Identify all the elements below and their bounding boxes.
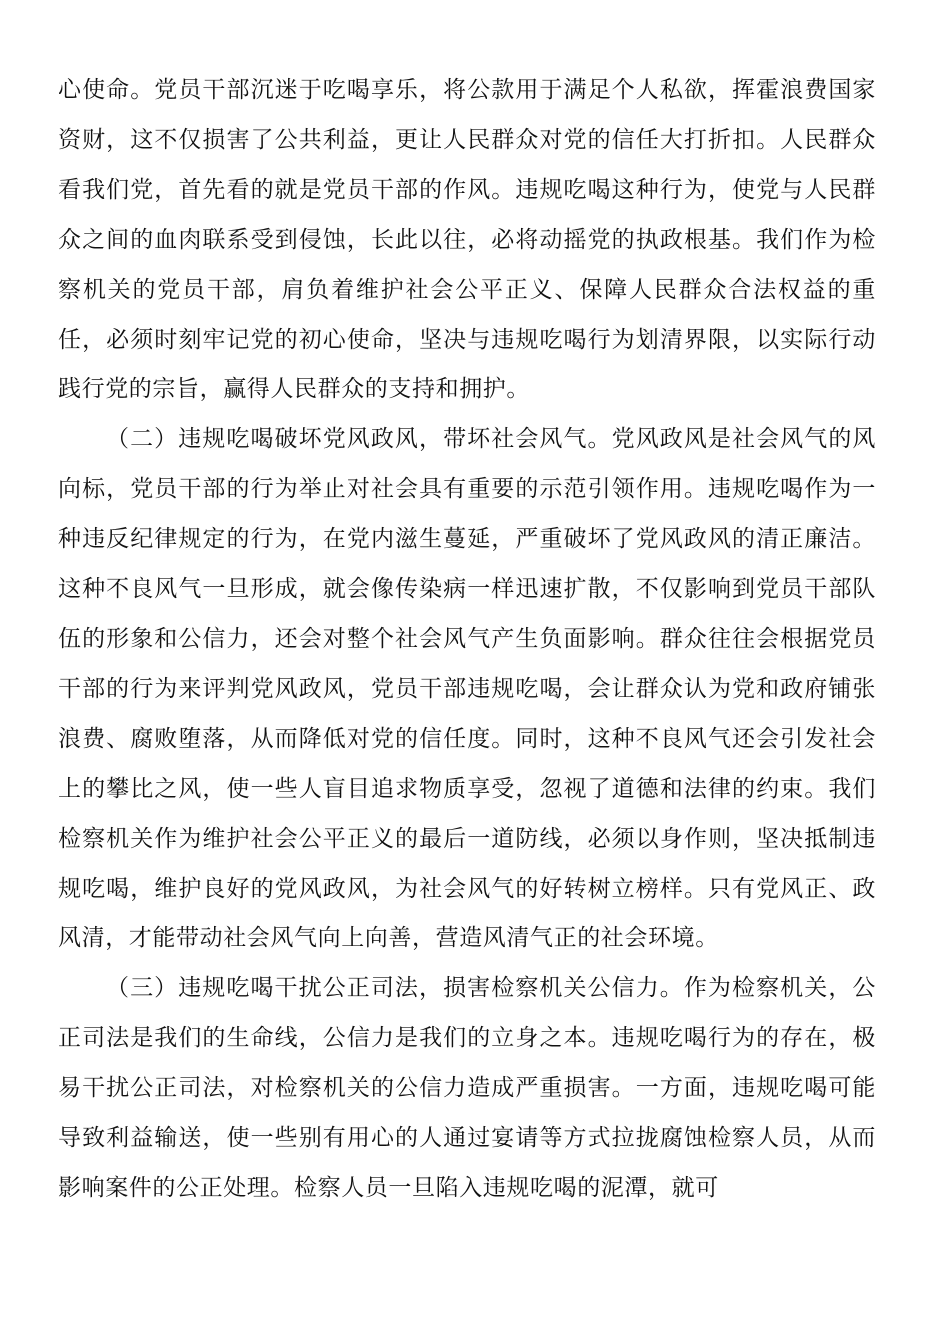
paragraph-continuation: 心使命。党员干部沉迷于吃喝享乐，将公款用于满足个人私欲，挥霍浪费国家资财，这不仅损害了公共利益，更让人民群众对党的信任大打折扣。人民群众看我们党，首先看的就是党员干部的作风。违规吃喝这种行为，使党与人民群众之间的血肉联系受到侵蚀，长此以往，必将动摇党的执政根基。我们作为检察机关的党员干部，肩负着维护社会公平正义、保障人民群众合法权益的重任，必须时刻牢记党的初心使命，坚决与违规吃喝行为划清界限，以实际行动践行党的宗旨，赢得人民群众的支持和拥护。: [58, 77, 876, 403]
document-body: [58, 66, 876, 1214]
paragraph-section-two: （二）违规吃喝破坏党风政风，带坏社会风气。党风政风是社会风气的风向标，党员干部的行为举止对社会具有重要的示范引领作用。违规吃喝作为一种违反纪律规定的行为，在党内滋生蔓延，严重破坏了党风政风的清正廉洁。这种不良风气一旦形成，就会像传染病一样迅速扩散，不仅影响到党员干部队伍的形象和公信力，还会对整个社会风气产生负面影响。群众往往会根据党员干部的行为来评判党风政风，党员干部违规吃喝，会让群众认为党和政府铺张浪费、腐败堕落，从而降低对党的信任度。同时，这种不良风气还会引发社会上的攀比之风，使一些人盲目追求物质享受，忽视了道德和法律的约束。我们检察机关作为维护社会公平正义的最后一道防线，必须以身作则，坚决抵制违规吃喝，维护良好的党风政风，为社会风气的好转树立榜样。只有党风正、政风清，才能带动社会风气向上向善，营造风清气正的社会环境。: [58, 426, 876, 952]
paragraph-section-three: （三）违规吃喝干扰公正司法，损害检察机关公信力。作为检察机关，公正司法是我们的生命线，公信力是我们的立身之本。违规吃喝行为的存在，极易干扰公正司法，对检察机关的公信力造成严重损害。一方面，违规吃喝可能导致利益输送，使一些别有用心的人通过宴请等方式拉拢腐蚀检察人员，从而影响案件的公正处理。检察人员一旦陷入违规吃喝的泥潭，就可: [58, 975, 876, 1201]
